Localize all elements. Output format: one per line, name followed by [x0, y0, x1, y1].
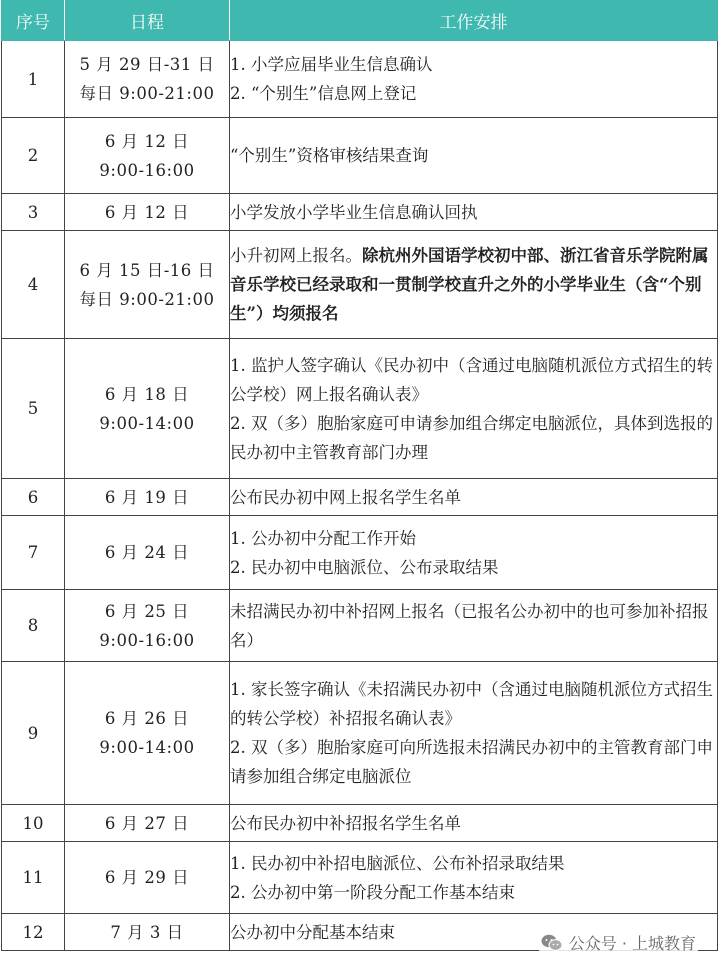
task-text: 小升初网上报名。 [230, 246, 362, 265]
cell-number: 11 [2, 842, 65, 914]
cell-number: 4 [2, 231, 65, 339]
cell-date [65, 805, 230, 842]
date-line: 6 月 12 日 [104, 131, 190, 151]
task-item [230, 79, 717, 108]
table-row [2, 194, 718, 231]
task-item [230, 198, 717, 227]
task-item [230, 809, 717, 838]
task-text: 2. “个别生”信息网上登记 [230, 84, 417, 103]
date-line: 6 月 27 日 [104, 813, 190, 833]
task-item [230, 597, 717, 655]
date-line: 6 月 15 日-16 日 [79, 260, 215, 280]
table-row [2, 118, 718, 194]
task-item [230, 524, 717, 553]
task-text: 2. 民办初中电脑派位、公布录取结果 [230, 557, 499, 577]
header-date: 日程 [65, 1, 230, 41]
cell-date [65, 662, 230, 805]
table-row [2, 479, 718, 516]
task-item [230, 351, 717, 409]
cell-date [65, 842, 230, 914]
cell-task [230, 339, 718, 479]
table-row [2, 662, 718, 805]
cell-date [65, 516, 230, 590]
table-row [2, 516, 718, 590]
cell-number: 10 [2, 805, 65, 842]
table-row [2, 805, 718, 842]
cell-task [230, 118, 718, 194]
date-line: 每日 9:00-21:00 [79, 289, 215, 309]
cell-number: 2 [2, 118, 65, 194]
date-line: 9:00-14:00 [99, 738, 195, 757]
cell-number: 12 [2, 914, 65, 951]
task-item [230, 849, 717, 878]
table-row [2, 41, 718, 118]
date-line: 6 月 19 日 [104, 487, 190, 507]
cell-date [65, 479, 230, 516]
task-item [230, 553, 717, 582]
date-line: 9:00-14:00 [99, 413, 195, 433]
date-line: 6 月 25 日 [104, 601, 190, 621]
cell-number: 3 [2, 194, 65, 231]
task-text: “个别生”资格审核结果查询 [230, 146, 429, 165]
task-item [230, 141, 717, 170]
cell-date [65, 590, 230, 662]
cell-task [230, 231, 718, 339]
date-line: 5 月 29 日-31 日 [79, 55, 215, 74]
schedule-table [1, 0, 718, 951]
cell-number: 7 [2, 516, 65, 590]
task-text: 未招满民办初中补招网上报名（已报名公办初中的也可参加补招报名） [230, 601, 709, 650]
header-num: 序号 [2, 1, 65, 41]
table-row [2, 590, 718, 662]
cell-task [230, 805, 718, 842]
task-text: 2. 公办初中第一阶段分配工作基本结束 [230, 882, 515, 902]
cell-date [65, 914, 230, 951]
task-text: 1. 民办初中补招电脑派位、公布补招录取结果 [230, 853, 565, 873]
date-line: 9:00-16:00 [99, 160, 195, 180]
header-task: 工作安排 [230, 1, 718, 41]
date-line: 9:00-16:00 [99, 630, 195, 650]
watermark [539, 931, 698, 954]
cell-number: 6 [2, 479, 65, 516]
table-row [2, 231, 718, 339]
cell-task [230, 842, 718, 914]
task-text: 公办初中分配基本结束 [230, 922, 395, 942]
task-text: 1. 监护人签字确认《民办初中（含通过电脑随机派位方式招生的转公学校）网上报名确认表》 [230, 355, 713, 404]
task-text: 2. 双（多）胞胎家庭可申请参加组合绑定电脑派位，具体到选报的民办初中主管教育部门办理 [230, 413, 713, 462]
cell-date [65, 41, 230, 118]
task-text: 1. 小学应届毕业生信息确认 [230, 55, 433, 74]
task-text: 1. 家长签字确认《未招满民办初中（含通过电脑随机派位方式招生的转公学校）补招报名确认表》 [230, 680, 713, 728]
cell-number: 1 [2, 41, 65, 118]
date-line: 6 月 26 日 [104, 709, 190, 728]
table-row [2, 842, 718, 914]
cell-number: 5 [2, 339, 65, 479]
header-row [2, 1, 718, 41]
watermark-text: 公众号 · 上城教育 [568, 934, 696, 953]
cell-date [65, 231, 230, 339]
task-text: 公布民办初中网上报名学生名单 [230, 487, 461, 507]
task-text: 1. 公办初中分配工作开始 [230, 528, 416, 548]
cell-task [230, 41, 718, 118]
task-text: 小学发放小学毕业生信息确认回执 [230, 202, 478, 222]
task-emphasis: 除杭州外国语学校初中部、浙江省音乐学院附属音乐学校已经录取和一贯制学校直升之外的小学毕业生（含“个别生”）均须报名 [230, 246, 709, 323]
cell-task [230, 662, 718, 805]
cell-date [65, 118, 230, 194]
task-item [230, 409, 717, 467]
cell-date [65, 194, 230, 231]
cell-task [230, 590, 718, 662]
date-line: 每日 9:00-21:00 [79, 84, 215, 103]
table-row [2, 339, 718, 479]
cell-task [230, 516, 718, 590]
cell-task [230, 479, 718, 516]
date-line: 6 月 24 日 [104, 543, 190, 562]
cell-task [230, 194, 718, 231]
cell-date [65, 339, 230, 479]
task-item [230, 878, 717, 907]
date-line: 6 月 18 日 [104, 384, 190, 404]
date-line: 6 月 12 日 [104, 202, 190, 222]
wechat-icon [541, 934, 563, 952]
task-item [230, 50, 717, 79]
task-item [230, 733, 717, 791]
cell-number: 8 [2, 590, 65, 662]
task-text: 公布民办初中补招报名学生名单 [230, 813, 461, 833]
task-item [230, 483, 717, 512]
date-line: 6 月 29 日 [104, 868, 190, 887]
cell-number: 9 [2, 662, 65, 805]
task-item [230, 241, 717, 328]
date-line: 7 月 3 日 [110, 922, 184, 942]
task-text: 2. 双（多）胞胎家庭可向所选报未招满民办初中的主管教育部门申请参加组合绑定电脑派位 [230, 738, 713, 786]
task-item [230, 675, 717, 733]
